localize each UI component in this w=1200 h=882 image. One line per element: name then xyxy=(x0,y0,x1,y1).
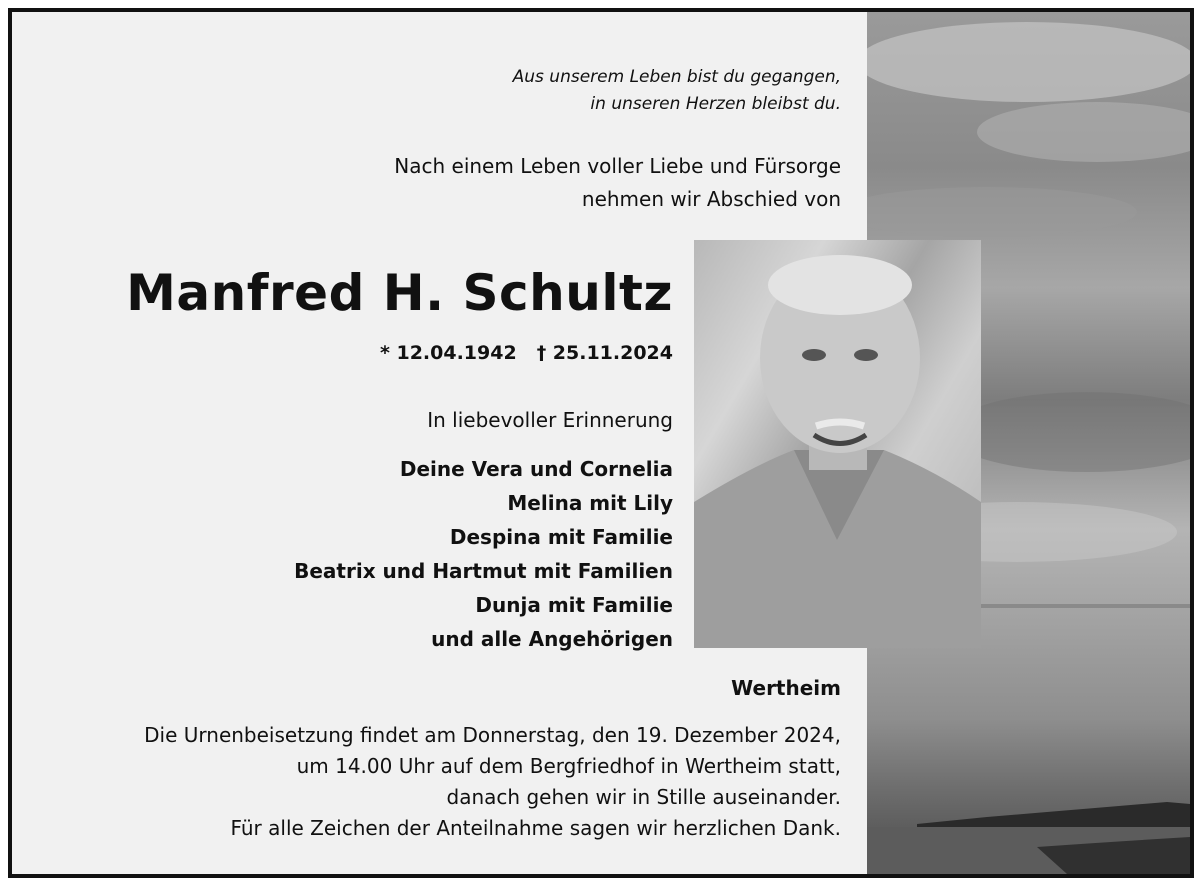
quote-line: Aus unserem Leben bist du gegangen, xyxy=(512,67,841,87)
notice-line: danach gehen wir in Stille auseinander. xyxy=(446,785,841,809)
life-dates xyxy=(380,342,673,364)
deceased-name: Manfred H. Schultz xyxy=(126,264,673,322)
intro-text xyxy=(394,150,841,216)
death-date: † 25.11.2024 xyxy=(536,342,673,364)
obituary-card xyxy=(8,8,1194,878)
quote-line: in unseren Herzen bleibst du. xyxy=(590,94,841,114)
family-list xyxy=(294,452,673,656)
place-name: Wertheim xyxy=(731,676,841,700)
family-member: Deine Vera und Cornelia xyxy=(399,457,673,481)
memorial-quote xyxy=(513,64,841,118)
family-member: Dunja mit Familie xyxy=(475,593,673,617)
obituary-text xyxy=(12,12,867,874)
family-member: Despina mit Familie xyxy=(449,525,673,549)
notice-line: um 14.00 Uhr auf dem Bergfriedhof in Wertheim statt, xyxy=(296,754,841,778)
birth-date: * 12.04.1942 xyxy=(379,342,517,364)
intro-line: Nach einem Leben voller Liebe und Fürsorge xyxy=(394,154,841,178)
funeral-notice xyxy=(144,720,841,844)
notice-line: Die Urnenbeisetzung findet am Donnerstag, den 19. Dezember 2024, xyxy=(144,723,841,747)
intro-line: nehmen wir Abschied von xyxy=(581,187,841,211)
family-member: und alle Angehörigen xyxy=(431,627,673,651)
family-member: Melina mit Lily xyxy=(507,491,673,515)
memory-line: In liebevoller Erinnerung xyxy=(427,408,673,432)
notice-line: Für alle Zeichen der Anteilnahme sagen wir herzlichen Dank. xyxy=(230,816,841,840)
family-member: Beatrix und Hartmut mit Familien xyxy=(294,559,673,583)
